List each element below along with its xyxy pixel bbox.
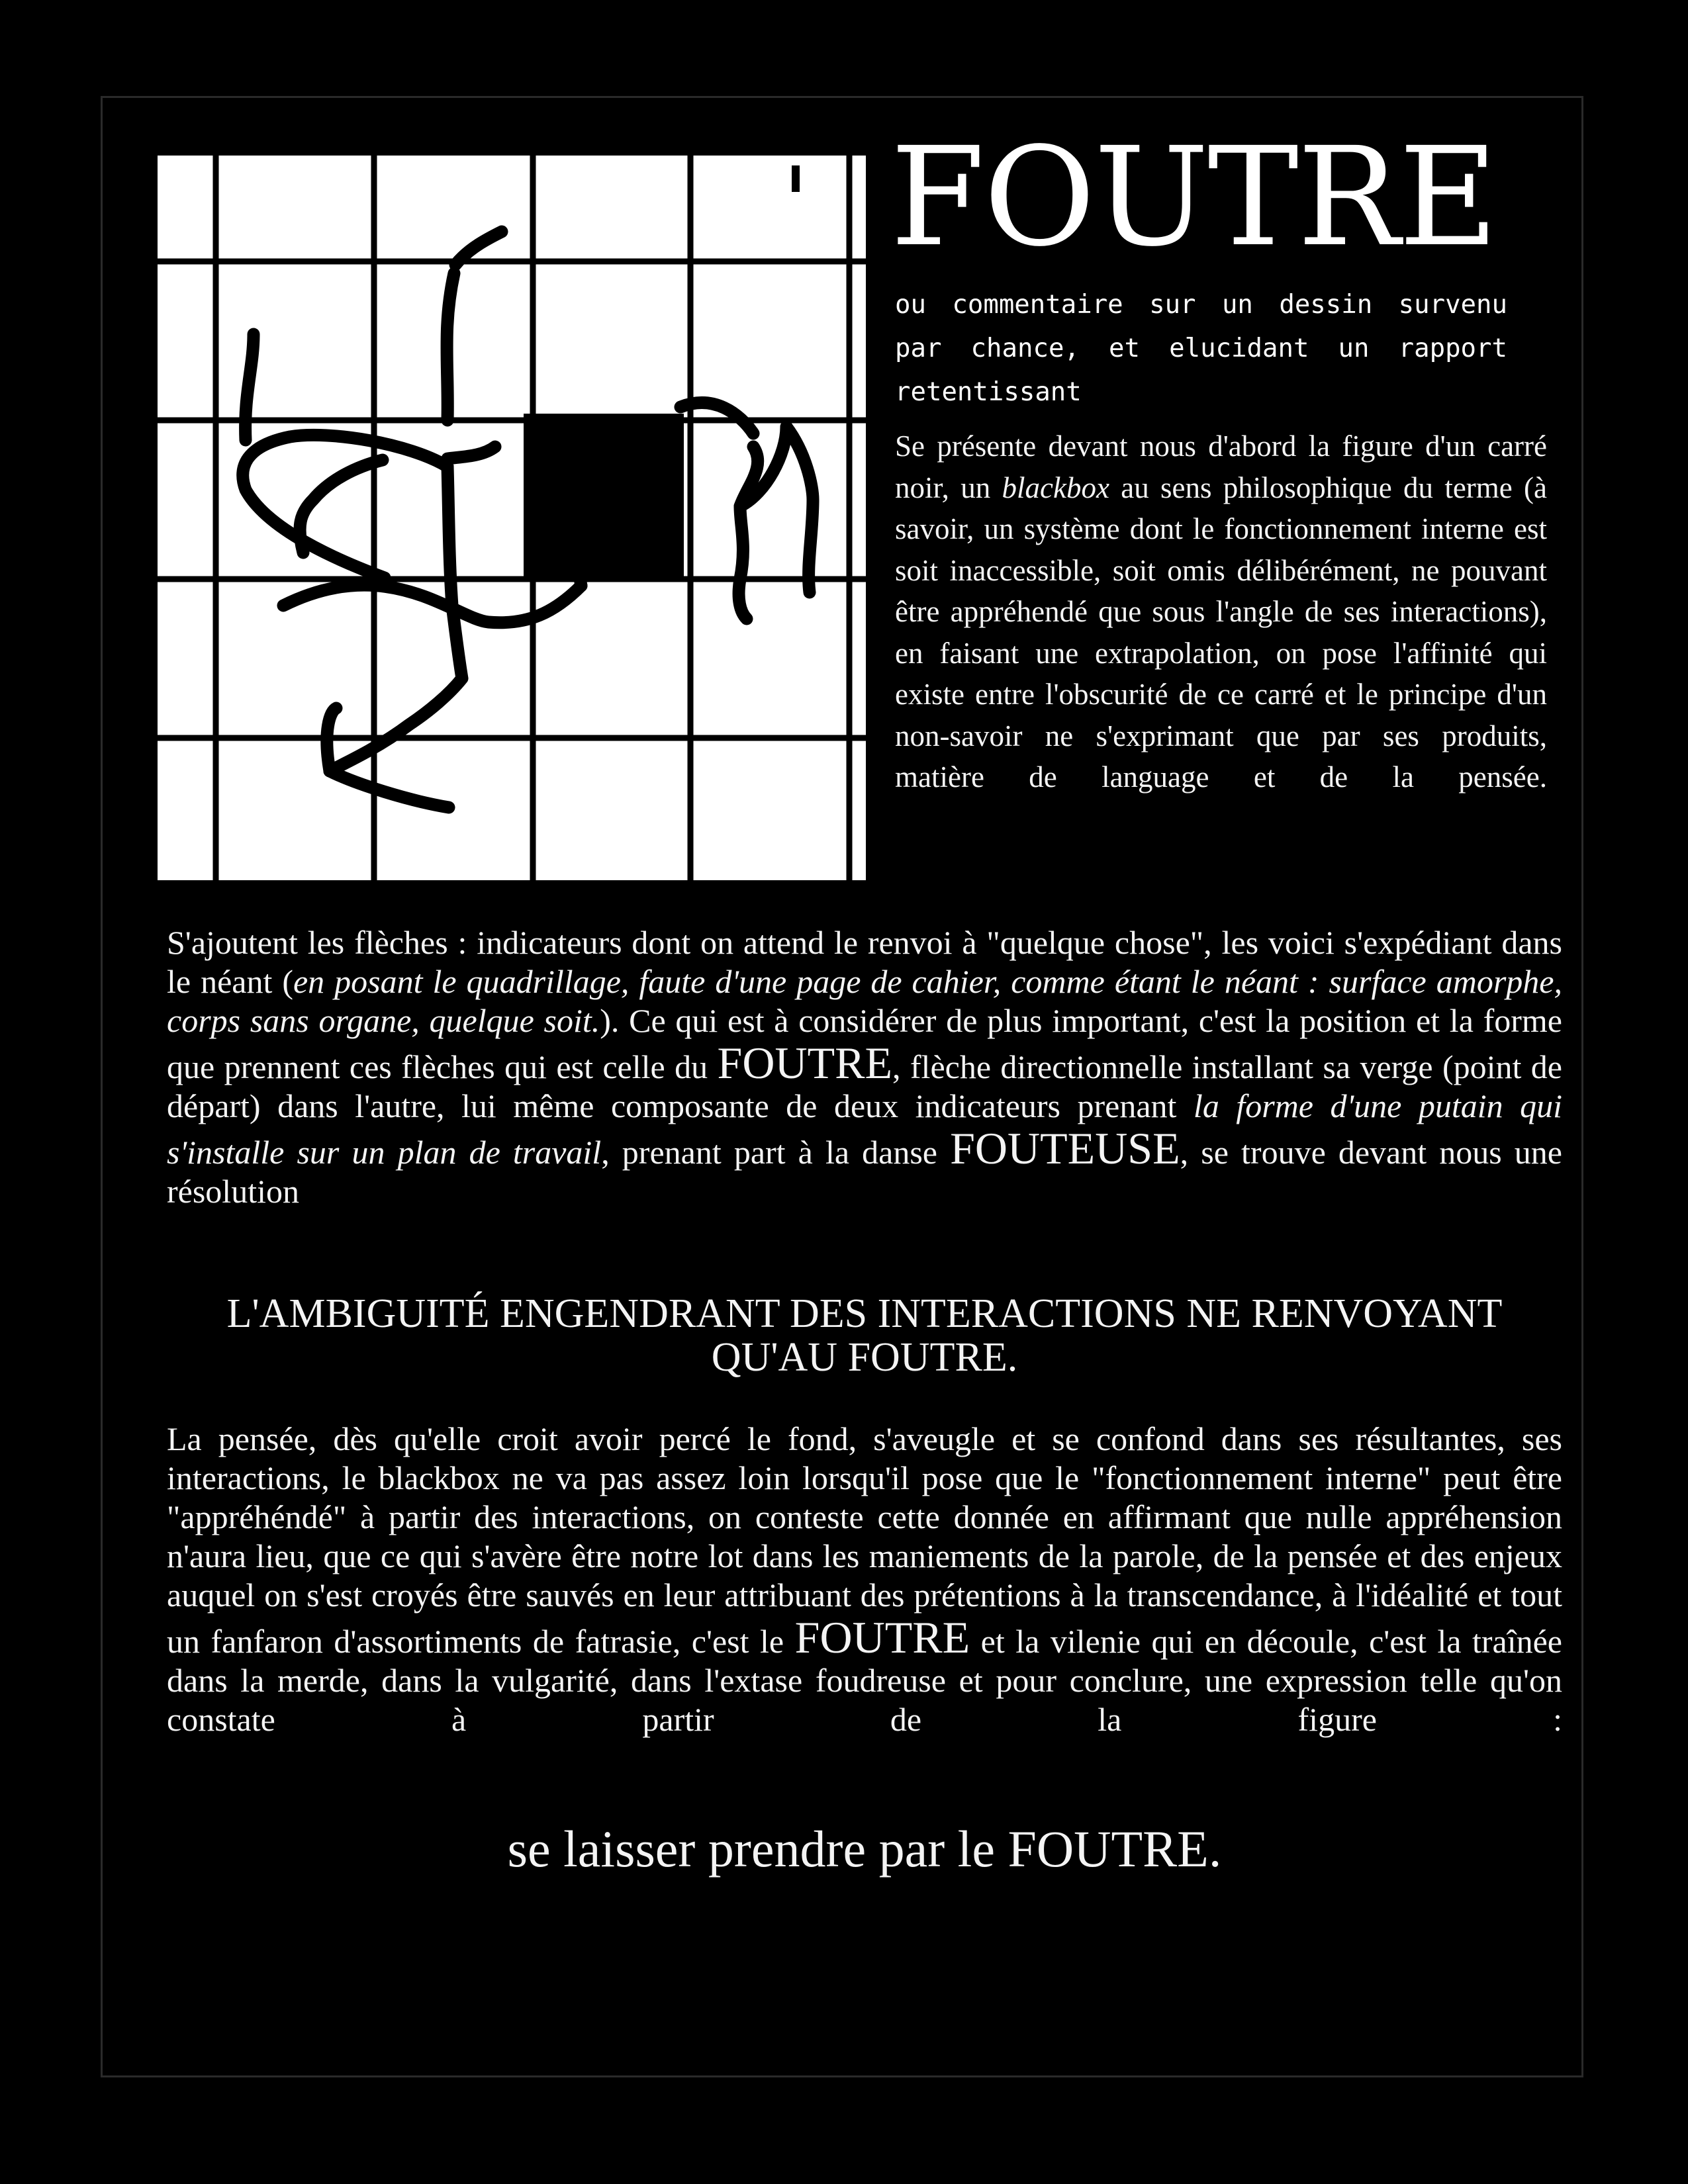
paragraph-text: , se trouve devant nous une résolution (167, 1134, 1562, 1210)
page-title: FOUTRE (890, 118, 1497, 277)
fouteuse-highlight: FOUTEUSE (950, 1123, 1180, 1173)
paragraph-thought (167, 1420, 1562, 1739)
paragraph-text: , prenant part à la danse (601, 1134, 951, 1171)
intro-text: Se présente devant nous d'abord la figure d'un carré noir, un (895, 430, 1547, 504)
paragraph-text: et la vilenie qui en découle, c'est la traînée dans la merde, dans la vulgarité, dans l'extase foudreuse et pour conclure, une expression telle qu'on constate à partir de la figure : (167, 1623, 1562, 1738)
paragraph-emphasis: en posant le quadrillage, faute d'une page de cahier, comme étant le néant : surface amorphe, corps sans organe, quelque soit. (167, 963, 1562, 1039)
paragraph-text: , flèche directionnelle installant sa verge (point de départ) dans l'autre, lui même composante de deux indicateurs prenant (167, 1048, 1562, 1124)
grid-drawing (158, 156, 866, 880)
central-statement: L'AMBIGUITÉ ENGENDRANT DES INTERACTIONS NE RENVOYANT QU'AU FOUTRE. (226, 1291, 1503, 1380)
paragraph-text: S'ajoutent les flèches : indicateurs dont on attend le renvoi à "quelque chose", les voici s'expédiant dans le néant ( (167, 924, 1562, 1000)
intro-text: au sens philosophique du terme (à savoir, un système dont le fonctionnement interne est soit inaccessible, soit omis délibérément, ne pouvant être appréhendé que sous l'angle de ses interactions), en faisant une extrapolation, on pose l'affinité qui existe entre l'obscurité de ce carré et le principe d'un non-savoir ne s'exprimant que par ses produits, matière de language et de la pensée. (895, 471, 1548, 794)
subtitle: ou commentaire sur un dessin survenu par chance, et elucidant un rapport retentissant (895, 290, 1507, 407)
intro-emphasis: blackbox (1002, 471, 1109, 504)
paragraph-arrows (167, 923, 1562, 1211)
paragraph-text: ). Ce qui est à considérer de plus important, c'est la position et la forme que prennent ces flèches qui est celle du (167, 1002, 1562, 1085)
hand-drawn-figure (158, 156, 866, 880)
foutre-highlight: FOUTRE (717, 1038, 892, 1088)
intro-paragraph (895, 426, 1547, 798)
foutre-highlight: FOUTRE (794, 1612, 970, 1662)
conclusion: se laisser prendre par le FOUTRE. (507, 1820, 1222, 1878)
ink-tick-mark (792, 165, 800, 192)
paragraph-emphasis: la forme d'une putain qui s'installe sur un plan de travail (167, 1087, 1562, 1171)
paragraph-text: La pensée, dès qu'elle croit avoir percé le fond, s'aveugle et se confond dans ses résultantes, ses interactions, le blackbox ne va pas assez loin lorsqu'il pose que le "fonctionnement interne" peut être "appréhéndé" à partir des interactions, on conteste cette donnée en affirmant que nulle appréhension n'aura lieu, que ce qui s'avère être notre lot dans les maniements de la parole, de la pensée et des enjeux auquel on s'est croyés être sauvés en leur attribuant des prétentions à la transcendance, à l'idéalité et tout un fanfaron d'assortiments de fatrasie, c'est le (167, 1420, 1562, 1660)
